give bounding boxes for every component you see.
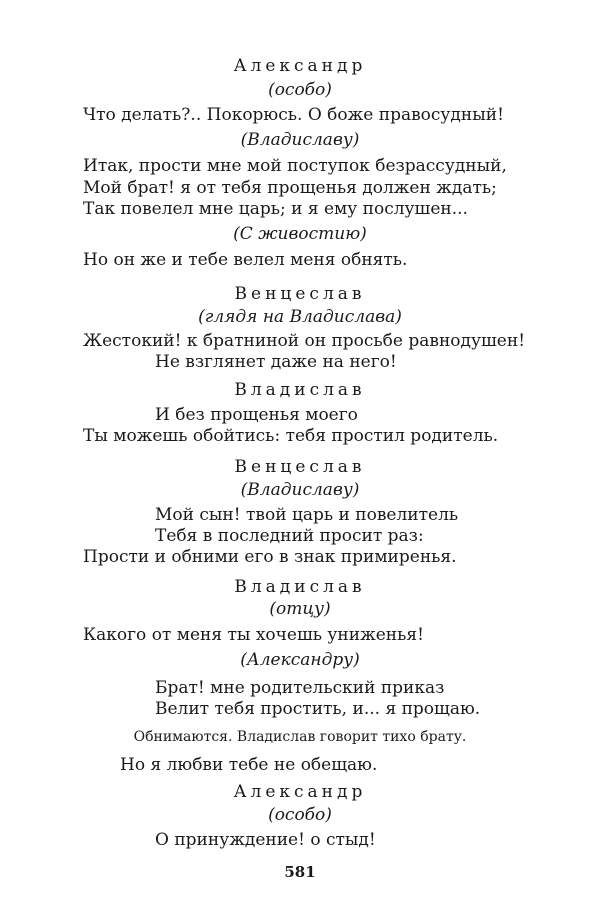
verse-line: Велит тебя простить, и... я прощаю. (155, 699, 481, 719)
verse-line: Мой брат! я от тебя прощенья должен ждать; (83, 178, 497, 198)
stage-direction: (особо) (268, 805, 332, 825)
stage-direction-note: Обнимаются. Владислав говорит тихо брату. (133, 729, 467, 745)
stage-direction: (Владиславу) (240, 480, 360, 500)
speaker-name: Венцеслав (234, 457, 366, 477)
speaker-name: Александр (233, 782, 367, 802)
verse-line: Не взглянет даже на него! (155, 352, 397, 372)
verse-line: Что делать?.. Покорюсь. О боже правосудный! (83, 105, 504, 125)
verse-line: Ты можешь обойтись: тебя простил родитель. (83, 426, 499, 446)
verse-line: Итак, прости мне мой поступок безрассудный, (83, 156, 507, 176)
verse-line: Мой сын! твой царь и повелитель (155, 505, 459, 525)
speaker-name: Владислав (234, 380, 366, 400)
verse-line: О принуждение! о стыд! (155, 830, 376, 850)
verse-line: Но он же и тебе велел меня обнять. (83, 250, 408, 270)
verse-line: Брат! мне родительский приказ (155, 678, 445, 698)
stage-direction: (Владиславу) (240, 130, 360, 150)
verse-line: Жестокий! к братниной он просьбе равнодушен! (83, 331, 526, 351)
stage-direction: (отцу) (269, 599, 331, 619)
verse-line: Так повелел мне царь; и я ему послушен... (83, 199, 468, 219)
verse-line: И без прощенья моего (155, 405, 358, 425)
verse-line: Прости и обними его в знак примиренья. (83, 547, 457, 567)
stage-direction: (особо) (268, 80, 332, 100)
stage-direction: (Александру) (240, 650, 360, 670)
page-number: 581 (284, 863, 316, 881)
speaker-name: Александр (233, 56, 367, 76)
verse-line: Тебя в последний просит раз: (155, 526, 424, 546)
stage-direction: (глядя на Владислава) (198, 307, 402, 327)
verse-line: Какого от меня ты хочешь униженья! (83, 625, 424, 645)
speaker-name: Владислав (234, 577, 366, 597)
speaker-name: Венцеслав (234, 284, 366, 304)
stage-direction: (С живостию) (233, 224, 367, 244)
verse-line: Но я любви тебе не обещаю. (120, 755, 378, 775)
